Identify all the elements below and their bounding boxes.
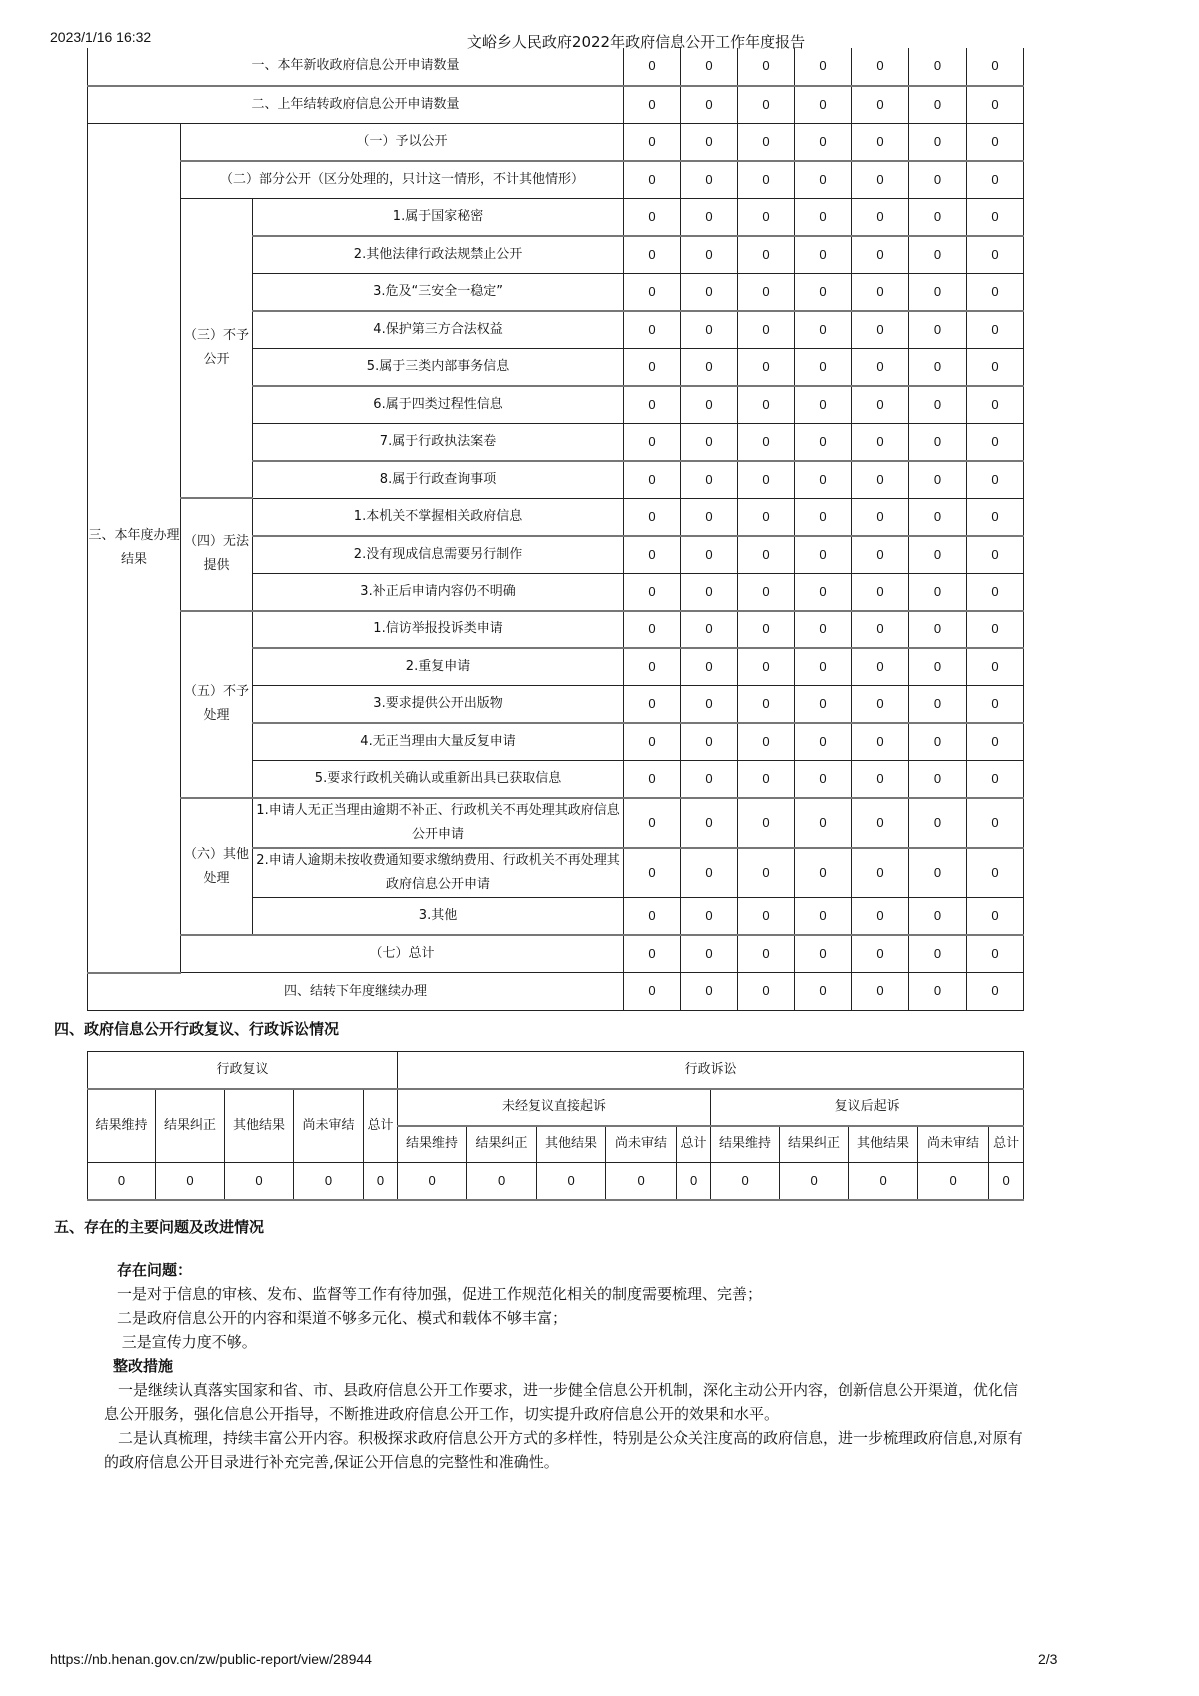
- count-cell: 0: [795, 798, 852, 848]
- count-cell: 0: [624, 123, 681, 161]
- count-cell: 0: [738, 273, 795, 311]
- count-cell: 0: [795, 536, 852, 574]
- count-cell: 0: [624, 48, 681, 86]
- count-cell: 0: [681, 273, 738, 311]
- count-cell: 0: [909, 761, 967, 799]
- count-cell: 0: [681, 798, 738, 848]
- count-cell: 0: [738, 161, 795, 199]
- count-cell: 0: [909, 973, 967, 1011]
- count-cell: 0: [967, 423, 1024, 461]
- count-cell: 0: [967, 311, 1024, 349]
- count-cell: 0: [909, 498, 967, 536]
- count-cell: 0: [852, 898, 909, 936]
- count-cell: 0: [795, 498, 852, 536]
- row-label: 6.属于四类过程性信息: [253, 386, 624, 424]
- direct-col-header: 总计: [677, 1126, 711, 1163]
- review-col-header: 结果维持: [88, 1089, 156, 1163]
- count-cell: 0: [909, 536, 967, 574]
- direct-col-header: 其他结果: [537, 1126, 606, 1163]
- count-cell: 0: [967, 935, 1024, 973]
- count-cell: 0: [909, 573, 967, 611]
- count-cell: 0: [967, 86, 1024, 124]
- row-label: 二、上年结转政府信息公开申请数量: [88, 86, 624, 124]
- after-review-col-header: 尚未审结: [918, 1126, 989, 1163]
- count-cell: 0: [909, 461, 967, 499]
- count-cell: 0: [852, 273, 909, 311]
- count-cell: 0: [738, 311, 795, 349]
- count-cell: 0: [738, 236, 795, 274]
- count-cell: 0: [738, 723, 795, 761]
- count-cell: 0: [967, 48, 1024, 86]
- count-cell: 0: [852, 198, 909, 236]
- count-cell: 0: [681, 686, 738, 724]
- count-cell: 0: [738, 461, 795, 499]
- count-cell: 0: [909, 48, 967, 86]
- after-review-suit-header: 复议后起诉: [711, 1089, 1024, 1126]
- count-cell: 0: [852, 123, 909, 161]
- count-cell: 0: [967, 461, 1024, 499]
- count-cell: 0: [624, 273, 681, 311]
- problem-item: 三是宣传力度不够。: [117, 1333, 257, 1351]
- review-value: 0: [225, 1163, 294, 1200]
- page-url: https://nb.henan.gov.cn/zw/public-report/view/28944: [50, 1651, 372, 1667]
- after-review-value: 0: [711, 1163, 780, 1200]
- row-label: 3.要求提供公开出版物: [253, 686, 624, 724]
- count-cell: 0: [681, 423, 738, 461]
- row-label: 2.申请人逾期未按收费通知要求缴纳费用、行政机关不再处理其政府信息公开申请: [253, 848, 624, 898]
- count-cell: 0: [909, 798, 967, 848]
- count-cell: 0: [852, 461, 909, 499]
- count-cell: 0: [624, 86, 681, 124]
- count-cell: 0: [852, 798, 909, 848]
- count-cell: 0: [795, 461, 852, 499]
- count-cell: 0: [738, 198, 795, 236]
- count-cell: 0: [909, 648, 967, 686]
- count-cell: 0: [967, 798, 1024, 848]
- count-cell: 0: [852, 761, 909, 799]
- after-review-col-header: 其他结果: [849, 1126, 918, 1163]
- count-cell: 0: [795, 573, 852, 611]
- count-cell: 0: [909, 198, 967, 236]
- count-cell: 0: [967, 848, 1024, 898]
- review-value: 0: [364, 1163, 398, 1200]
- count-cell: 0: [909, 123, 967, 161]
- count-cell: 0: [681, 573, 738, 611]
- review-litigation-table: [87, 1051, 1024, 1201]
- count-cell: 0: [681, 198, 738, 236]
- count-cell: 0: [909, 723, 967, 761]
- count-cell: 0: [909, 386, 967, 424]
- count-cell: 0: [738, 798, 795, 848]
- problem-item: 二是政府信息公开的内容和渠道不够多元化、模式和载体不够丰富；: [117, 1309, 568, 1327]
- direct-value: 0: [677, 1163, 711, 1200]
- count-cell: 0: [967, 161, 1024, 199]
- count-cell: 0: [852, 723, 909, 761]
- count-cell: 0: [624, 386, 681, 424]
- count-cell: 0: [681, 648, 738, 686]
- count-cell: 0: [624, 573, 681, 611]
- count-cell: 0: [624, 611, 681, 649]
- row-label: 8.属于行政查询事项: [253, 461, 624, 499]
- count-cell: 0: [681, 161, 738, 199]
- count-cell: 0: [738, 348, 795, 386]
- count-cell: 0: [967, 573, 1024, 611]
- count-cell: 0: [795, 423, 852, 461]
- count-cell: 0: [738, 935, 795, 973]
- direct-value: 0: [537, 1163, 606, 1200]
- count-cell: 0: [624, 198, 681, 236]
- direct-value: 0: [606, 1163, 677, 1200]
- count-cell: 0: [624, 973, 681, 1011]
- group-label: （四）无法提供: [181, 498, 253, 611]
- count-cell: 0: [624, 311, 681, 349]
- count-cell: 0: [967, 386, 1024, 424]
- count-cell: 0: [852, 573, 909, 611]
- count-cell: 0: [681, 611, 738, 649]
- count-cell: 0: [967, 198, 1024, 236]
- count-cell: 0: [852, 236, 909, 274]
- count-cell: 0: [852, 848, 909, 898]
- row-label: 7.属于行政执法案卷: [253, 423, 624, 461]
- after-review-col-header: 结果纠正: [780, 1126, 849, 1163]
- litigation-header: 行政诉讼: [398, 1052, 1024, 1089]
- row-label: 四、结转下年度继续办理: [88, 973, 624, 1011]
- review-col-header: 结果纠正: [156, 1089, 225, 1163]
- count-cell: 0: [852, 161, 909, 199]
- count-cell: 0: [852, 498, 909, 536]
- application-handling-table: [87, 48, 1024, 1011]
- count-cell: 0: [795, 123, 852, 161]
- count-cell: 0: [852, 48, 909, 86]
- count-cell: 0: [909, 898, 967, 936]
- review-value: 0: [88, 1163, 156, 1200]
- count-cell: 0: [738, 48, 795, 86]
- count-cell: 0: [738, 611, 795, 649]
- direct-col-header: 结果纠正: [467, 1126, 537, 1163]
- row-label: 2.其他法律行政法规禁止公开: [253, 236, 624, 274]
- count-cell: 0: [681, 761, 738, 799]
- count-cell: 0: [681, 498, 738, 536]
- review-value: 0: [294, 1163, 364, 1200]
- count-cell: 0: [681, 48, 738, 86]
- count-cell: 0: [681, 348, 738, 386]
- count-cell: 0: [967, 498, 1024, 536]
- print-datetime: 2023/1/16 16:32: [50, 29, 152, 45]
- count-cell: 0: [738, 536, 795, 574]
- row-label: （七）总计: [181, 935, 624, 973]
- count-cell: 0: [795, 686, 852, 724]
- count-cell: 0: [967, 686, 1024, 724]
- count-cell: 0: [681, 386, 738, 424]
- row-label: （一）予以公开: [181, 123, 624, 161]
- count-cell: 0: [738, 86, 795, 124]
- count-cell: 0: [795, 273, 852, 311]
- count-cell: 0: [624, 761, 681, 799]
- problem-item: 一是对于信息的审核、发布、监督等工作有待加强，促进工作规范化相关的制度需要梳理、完善；: [117, 1285, 763, 1303]
- count-cell: 0: [681, 848, 738, 898]
- count-cell: 0: [624, 498, 681, 536]
- count-cell: 0: [909, 935, 967, 973]
- count-cell: 0: [795, 86, 852, 124]
- direct-col-header: 尚未审结: [606, 1126, 677, 1163]
- section5-heading: 五、存在的主要问题及改进情况: [54, 1218, 265, 1236]
- count-cell: 0: [795, 761, 852, 799]
- count-cell: 0: [909, 236, 967, 274]
- row-label: 1.信访举报投诉类申请: [253, 611, 624, 649]
- count-cell: 0: [852, 423, 909, 461]
- count-cell: 0: [738, 973, 795, 1011]
- count-cell: 0: [738, 848, 795, 898]
- review-col-header: 其他结果: [225, 1089, 294, 1163]
- direct-suit-header: 未经复议直接起诉: [398, 1089, 711, 1126]
- count-cell: 0: [967, 973, 1024, 1011]
- review-header: 行政复议: [88, 1052, 398, 1089]
- after-review-value: 0: [989, 1163, 1024, 1200]
- review-value: 0: [156, 1163, 225, 1200]
- count-cell: 0: [909, 86, 967, 124]
- review-col-header: 尚未审结: [294, 1089, 364, 1163]
- count-cell: 0: [852, 973, 909, 1011]
- row-label: 1.属于国家秘密: [253, 198, 624, 236]
- section3-label: 三、本年度办理结果: [88, 123, 181, 973]
- count-cell: 0: [681, 898, 738, 936]
- count-cell: 0: [795, 161, 852, 199]
- count-cell: 0: [852, 648, 909, 686]
- count-cell: 0: [852, 611, 909, 649]
- count-cell: 0: [681, 86, 738, 124]
- count-cell: 0: [738, 761, 795, 799]
- row-label: 3.其他: [253, 898, 624, 936]
- count-cell: 0: [681, 123, 738, 161]
- row-label: 1.申请人无正当理由逾期不补正、行政机关不再处理其政府信息公开申请: [253, 798, 624, 848]
- measures-title: 整改措施: [113, 1357, 174, 1375]
- count-cell: 0: [624, 898, 681, 936]
- page-number: 2/3: [1038, 1651, 1058, 1667]
- count-cell: 0: [681, 935, 738, 973]
- count-cell: 0: [967, 273, 1024, 311]
- count-cell: 0: [909, 273, 967, 311]
- measure-item: 二是认真梳理，持续丰富公开内容。积极探求政府信息公开方式的多样性，特别是公众关注度高的政府信息，进一步梳理政府信息,对原有的政府信息公开目录进行补充完善,保证公开信息的完整性和准确性。: [104, 1429, 1023, 1471]
- count-cell: 0: [624, 536, 681, 574]
- after-review-col-header: 结果维持: [711, 1126, 780, 1163]
- count-cell: 0: [852, 686, 909, 724]
- count-cell: 0: [738, 648, 795, 686]
- count-cell: 0: [967, 898, 1024, 936]
- count-cell: 0: [909, 686, 967, 724]
- count-cell: 0: [795, 973, 852, 1011]
- count-cell: 0: [909, 311, 967, 349]
- section4-heading: 四、政府信息公开行政复议、行政诉讼情况: [54, 1020, 340, 1038]
- count-cell: 0: [681, 461, 738, 499]
- group-label: （六）其他处理: [181, 798, 253, 935]
- count-cell: 0: [681, 311, 738, 349]
- count-cell: 0: [738, 123, 795, 161]
- row-label: 3.危及“三安全一稳定”: [253, 273, 624, 311]
- count-cell: 0: [795, 348, 852, 386]
- count-cell: 0: [795, 386, 852, 424]
- count-cell: 0: [681, 723, 738, 761]
- count-cell: 0: [852, 348, 909, 386]
- measure-item: 一是继续认真落实国家和省、市、县政府信息公开工作要求，进一步健全信息公开机制，深化主动公开内容，创新信息公开渠道，优化信息公开服务，强化信息公开指导，不断推进政府信息公开工作，切实提升政府信息公开的效果和水平。: [104, 1381, 1019, 1423]
- count-cell: 0: [967, 536, 1024, 574]
- count-cell: 0: [967, 761, 1024, 799]
- count-cell: 0: [738, 686, 795, 724]
- count-cell: 0: [795, 48, 852, 86]
- group-label: （五）不予处理: [181, 611, 253, 799]
- row-label: 2.没有现成信息需要另行制作: [253, 536, 624, 574]
- count-cell: 0: [852, 536, 909, 574]
- count-cell: 0: [624, 723, 681, 761]
- count-cell: 0: [738, 573, 795, 611]
- row-label: 2.重复申请: [253, 648, 624, 686]
- count-cell: 0: [909, 348, 967, 386]
- row-label: 1.本机关不掌握相关政府信息: [253, 498, 624, 536]
- count-cell: 0: [624, 935, 681, 973]
- direct-value: 0: [467, 1163, 537, 1200]
- after-review-col-header: 总计: [989, 1126, 1024, 1163]
- row-label: 4.无正当理由大量反复申请: [253, 723, 624, 761]
- count-cell: 0: [852, 386, 909, 424]
- count-cell: 0: [795, 198, 852, 236]
- direct-col-header: 结果维持: [398, 1126, 467, 1163]
- count-cell: 0: [795, 935, 852, 973]
- problems-title: 存在问题：: [117, 1261, 193, 1279]
- count-cell: 0: [624, 161, 681, 199]
- after-review-value: 0: [780, 1163, 849, 1200]
- count-cell: 0: [967, 648, 1024, 686]
- count-cell: 0: [852, 935, 909, 973]
- count-cell: 0: [909, 161, 967, 199]
- after-review-value: 0: [849, 1163, 918, 1200]
- count-cell: 0: [738, 498, 795, 536]
- count-cell: 0: [738, 423, 795, 461]
- review-col-header: 总计: [364, 1089, 398, 1163]
- count-cell: 0: [909, 423, 967, 461]
- row-label: （二）部分公开（区分处理的，只计这一情形，不计其他情形）: [181, 161, 624, 199]
- count-cell: 0: [795, 236, 852, 274]
- count-cell: 0: [681, 536, 738, 574]
- row-label: 5.属于三类内部事务信息: [253, 348, 624, 386]
- row-label: 一、本年新收政府信息公开申请数量: [88, 48, 624, 86]
- count-cell: 0: [795, 723, 852, 761]
- direct-value: 0: [398, 1163, 467, 1200]
- count-cell: 0: [738, 386, 795, 424]
- row-label: 5.要求行政机关确认或重新出具已获取信息: [253, 761, 624, 799]
- count-cell: 0: [795, 898, 852, 936]
- count-cell: 0: [967, 348, 1024, 386]
- count-cell: 0: [909, 848, 967, 898]
- count-cell: 0: [624, 348, 681, 386]
- count-cell: 0: [795, 648, 852, 686]
- count-cell: 0: [738, 898, 795, 936]
- count-cell: 0: [681, 973, 738, 1011]
- count-cell: 0: [852, 311, 909, 349]
- row-label: 4.保护第三方合法权益: [253, 311, 624, 349]
- count-cell: 0: [967, 123, 1024, 161]
- count-cell: 0: [909, 611, 967, 649]
- count-cell: 0: [967, 611, 1024, 649]
- count-cell: 0: [852, 86, 909, 124]
- count-cell: 0: [624, 798, 681, 848]
- count-cell: 0: [795, 611, 852, 649]
- count-cell: 0: [624, 686, 681, 724]
- page-title: 文峪乡人民政府2022年政府信息公开工作年度报告: [466, 33, 806, 51]
- count-cell: 0: [795, 848, 852, 898]
- count-cell: 0: [967, 723, 1024, 761]
- group-label: （三）不予公开: [181, 198, 253, 498]
- after-review-value: 0: [918, 1163, 989, 1200]
- count-cell: 0: [967, 236, 1024, 274]
- row-label: 3.补正后申请内容仍不明确: [253, 573, 624, 611]
- count-cell: 0: [681, 236, 738, 274]
- count-cell: 0: [795, 311, 852, 349]
- count-cell: 0: [624, 236, 681, 274]
- count-cell: 0: [624, 848, 681, 898]
- count-cell: 0: [624, 461, 681, 499]
- count-cell: 0: [624, 648, 681, 686]
- count-cell: 0: [624, 423, 681, 461]
